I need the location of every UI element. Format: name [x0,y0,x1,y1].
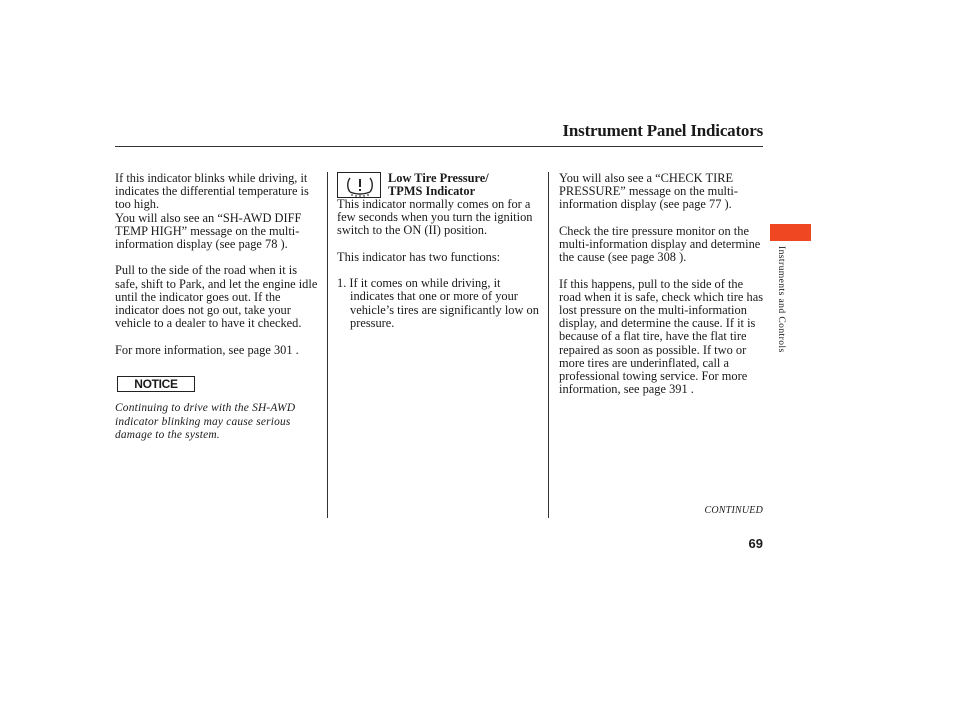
continued-label: CONTINUED [704,505,763,516]
page-number: 69 [748,536,763,551]
indicator-title [388,172,489,198]
tire-pressure-icon [337,172,381,198]
paragraph: This indicator has two functions: [337,249,501,264]
paragraph: You will also see an “SH-AWD DIFF TEMP HIGH” message on the multi-information display (see page 78 ). [115,210,302,252]
column-middle [337,172,545,343]
paragraph: If this indicator blinks while driving, it indicates the differential temperature is too high. [115,171,309,212]
page-title: Instrument Panel Indicators [562,121,763,140]
section-label: Instruments and Controls [776,246,787,353]
paragraph: This indicator normally comes on for a few seconds when you turn the ignition switch to the ON (II) position. [337,197,533,238]
indicator-title-line: Low Tire Pressure/ [388,171,489,185]
column-left [115,172,320,443]
notice-badge: NOTICE [117,376,195,392]
paragraph: For more information, see page 301 . [115,342,299,357]
indicator-title-line: TPMS Indicator [388,184,476,199]
column-divider [327,172,328,518]
paragraph: You will also see a “CHECK TIRE PRESSURE” message on the multi-information display (see page 77 ). [559,171,738,212]
indicator-header [337,172,545,200]
paragraph: Pull to the side of the road when it is safe, shift to Park, and let the engine idle until the indicator goes out. If the indicator does not go out, take your vehicle to a dealer to have it checked. [115,263,318,331]
paragraph: If this happens, pull to the side of the road when it is safe, check which tire has lost pressure on the multi-information display, and determine the cause. If it is because of a flat tire, have the flat tire repaired as soon as possible. If two or more tires are underinflated, call a professional towing service. For more information, see page 391 . [559,276,764,397]
notice-text: Continuing to drive with the SH-AWD indicator blinking may cause serious damage to the system. [115,402,296,442]
column-right [559,172,767,410]
paragraph: Check the tire pressure monitor on the multi-information display and determine the cause (see page 308 ). [559,223,761,265]
list-item: 1. If it comes on while driving, it indicates that one or more of your vehicle’s tires are significantly low on pressure. [337,276,539,330]
section-tab [770,224,811,241]
title-rule [115,146,763,147]
column-divider [548,172,549,518]
